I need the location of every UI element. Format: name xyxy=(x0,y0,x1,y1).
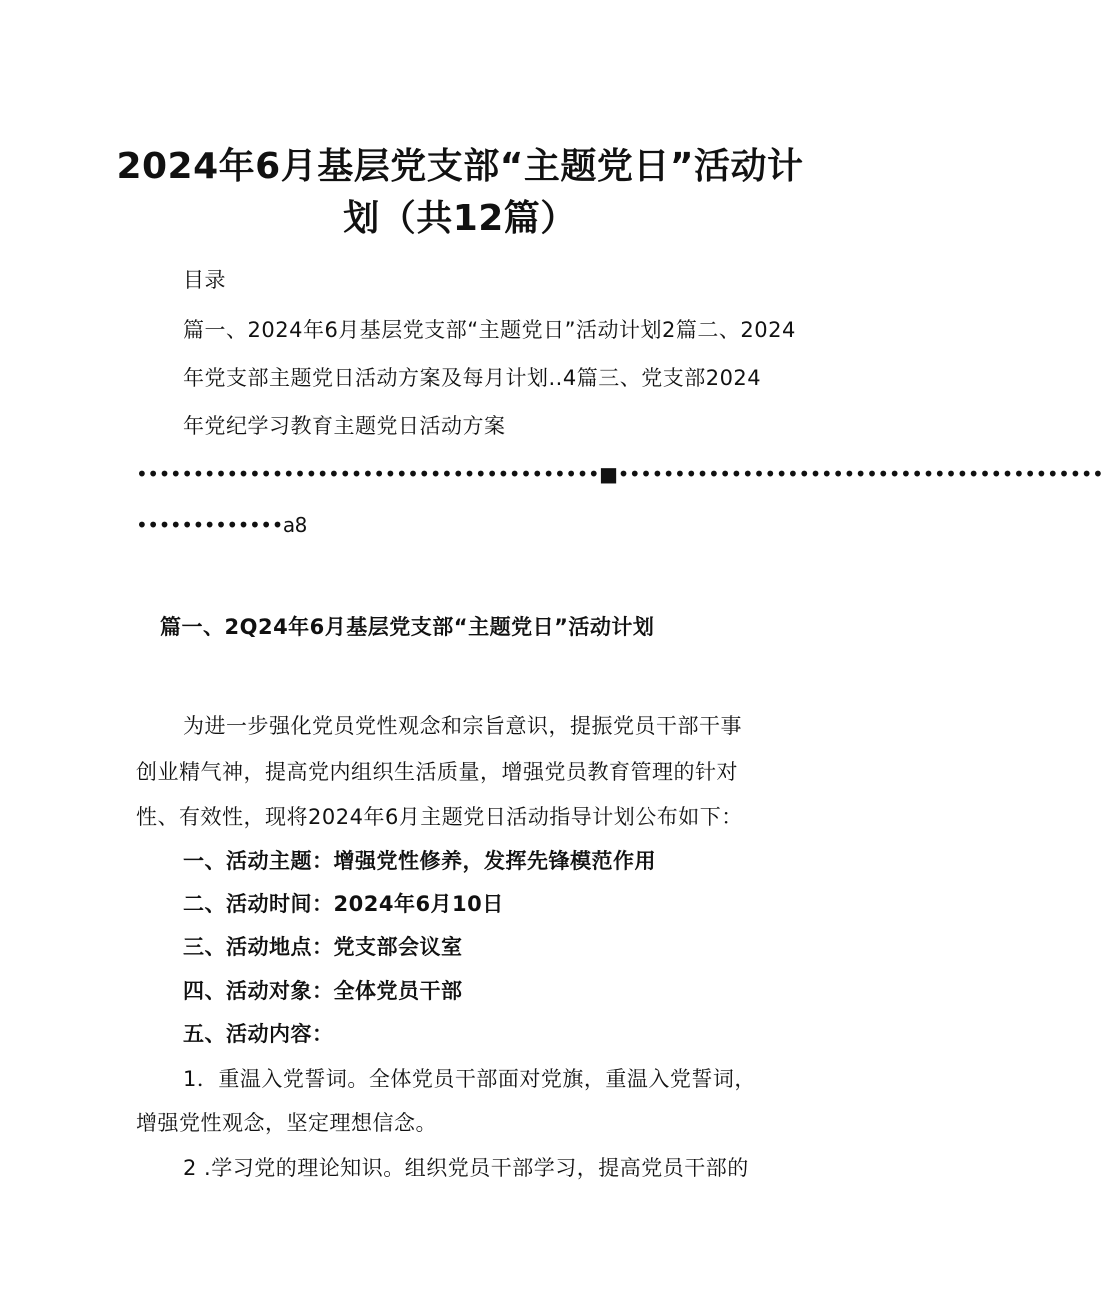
item-location: 三、活动地点：党支部会议室 xyxy=(183,935,463,959)
intro-line-3: 性、有效性，现将2024年6月主题党日活动指导计划公布如下： xyxy=(136,805,743,829)
title-line-1: 2024年6月基层党支部“主题党日”活动计 xyxy=(116,146,804,187)
item-time: 二、活动时间：2024年6月10日 xyxy=(183,892,504,916)
item-participants: 四、活动对象：全体党员干部 xyxy=(183,979,463,1003)
content-1-line-2: 增强党性观念，坚定理想信念。 xyxy=(136,1111,437,1135)
section-heading: 篇一、2Q24年6月基层党支部“主题党日”活动计划 xyxy=(160,615,655,639)
content-2-line-1: 2 .学习党的理论知识。组织党员干部学习，提高党员干部的 xyxy=(183,1156,749,1180)
title-line-2: 划（共12篇） xyxy=(343,198,577,239)
toc-heading: 目录 xyxy=(183,268,226,292)
intro-line-2: 创业精气神，提高党内组织生活质量，增强党员教育管理的针对 xyxy=(136,760,738,784)
toc-line-1: 篇一、2024年6月基层党支部“主题党日”活动计划2篇二、2024 xyxy=(183,318,796,342)
toc-line-3: 年党纪学习教育主题党日活动方案 xyxy=(183,414,506,438)
item-theme: 一、活动主题：增强党性修养，发挥先锋模范作用 xyxy=(183,849,656,873)
item-content: 五、活动内容： xyxy=(183,1022,334,1046)
toc-leader-dots-2: •••••••••••••a8 xyxy=(136,513,307,537)
content-1-line-1: 1．重温入党誓词。全体党员干部面对党旗，重温入党誓词， xyxy=(183,1067,756,1091)
toc-line-2: 年党支部主题党日活动方案及每月计划..4篇三、党支部2024 xyxy=(183,366,762,390)
toc-leader-dots-1: •••••••••••••••••••••••••••••••••••••••••■••••••••••••••••••••••••••••••••••••••••••• xyxy=(136,462,1103,486)
intro-line-1: 为进一步强化党员党性观念和宗旨意识，提振党员干部干事 xyxy=(183,714,742,738)
